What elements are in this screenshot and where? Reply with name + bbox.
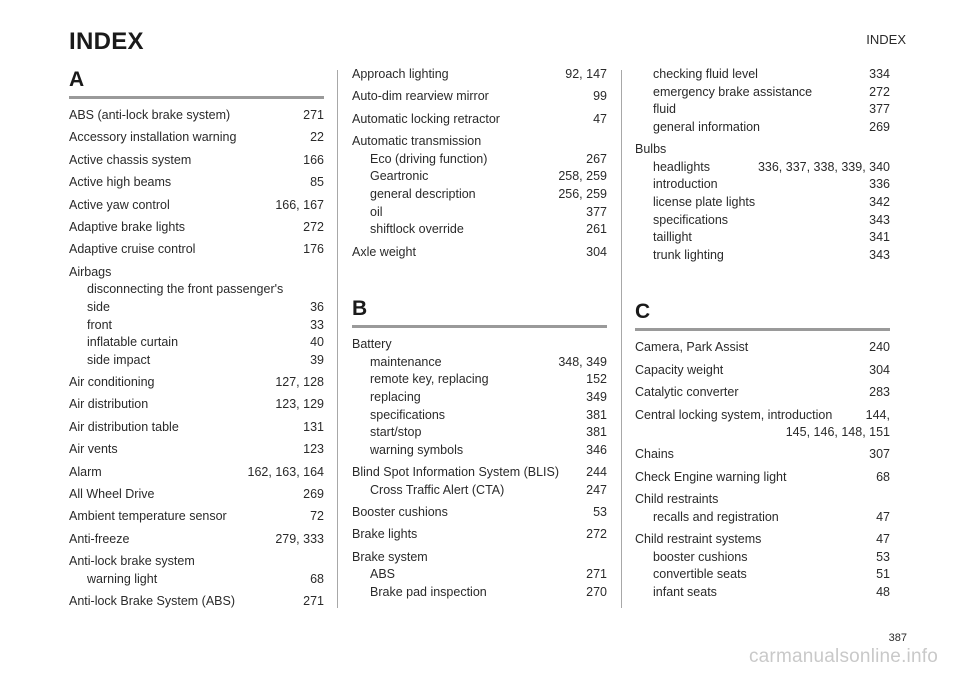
subentry-label: Eco (driving function) xyxy=(370,151,488,166)
entry-label: ABS (anti-lock brake system) xyxy=(69,108,231,122)
index-entry xyxy=(69,107,324,125)
subentry-pages: 343 xyxy=(869,212,890,227)
index-entry xyxy=(352,111,607,129)
index-entry xyxy=(352,549,607,602)
index-subentry xyxy=(635,584,890,602)
subentry-pages: 68 xyxy=(310,571,324,586)
index-entry-row xyxy=(352,133,607,151)
entry-label: All Wheel Drive xyxy=(69,487,155,502)
index-entry-row xyxy=(635,362,890,380)
subentry-label: side impact xyxy=(87,352,151,367)
index-subentry xyxy=(69,571,324,589)
entry-pages: 99 xyxy=(593,89,607,104)
entry-label: Active high beams xyxy=(69,175,172,190)
subentry-pages: 33 xyxy=(310,317,324,332)
subentry-pages: 346 xyxy=(586,442,607,457)
index-entry-row xyxy=(69,553,324,571)
entry-pages: 271 xyxy=(303,594,324,609)
index-entry xyxy=(635,491,890,526)
index-title: INDEX xyxy=(69,28,144,55)
index-entry xyxy=(352,526,607,544)
index-entry-row xyxy=(69,152,324,170)
entry-label: Air vents xyxy=(69,442,118,457)
entry-label: Anti-lock brake system xyxy=(69,554,195,569)
subentry-pages: 381 xyxy=(586,407,607,422)
entry-pages: 123 xyxy=(303,442,324,457)
entry-label: Air distribution table xyxy=(69,419,179,434)
subentry-label: general information xyxy=(653,119,761,134)
subentry-label: headlights xyxy=(653,159,710,174)
index-entry xyxy=(635,531,890,601)
subentry-label: inflatable curtain xyxy=(87,335,179,350)
subentry-pages: 48 xyxy=(876,585,890,600)
subentry-label: taillight xyxy=(653,230,692,245)
entry-label: Blind Spot Information System (BLIS) xyxy=(352,465,560,480)
index-entry-row xyxy=(69,593,324,611)
entry-label: Catalytic converter xyxy=(635,385,739,400)
watermark: carmanualsonline.info xyxy=(748,646,938,667)
index-entry xyxy=(352,133,607,239)
index-entry-row xyxy=(352,504,607,522)
entry-label: Air conditioning xyxy=(69,375,155,390)
subentry-label: disconnecting the front passenger's xyxy=(87,282,284,297)
index-entry-row xyxy=(635,384,890,402)
subentry-pages: 336, 337, 338, 339, 340 xyxy=(757,159,890,174)
index-entry xyxy=(635,141,890,264)
entry-pages: 240 xyxy=(869,340,890,355)
index-subentry xyxy=(352,221,607,239)
index-entry xyxy=(69,152,324,170)
entry-label: Brake lights xyxy=(352,527,418,542)
subentry-label: general description xyxy=(370,186,476,201)
subentry-label: introduction xyxy=(653,177,718,192)
entry-label: Battery xyxy=(352,337,392,352)
entry-label: Check Engine warning light xyxy=(635,469,787,484)
subentry-pages: 342 xyxy=(869,194,890,209)
section-letter: A xyxy=(69,66,324,99)
index-entry xyxy=(69,486,324,504)
section-b-continued xyxy=(635,66,890,264)
entry-label: Anti-freeze xyxy=(69,531,130,546)
index-subentry xyxy=(635,101,890,119)
subentry-label: warning symbols xyxy=(370,442,464,457)
section-c xyxy=(635,298,890,601)
entry-pages: 272 xyxy=(586,527,607,542)
entry-pages: 283 xyxy=(869,385,890,400)
index-entry xyxy=(352,244,607,262)
index-entry xyxy=(69,129,324,147)
index-entry-row xyxy=(352,464,607,482)
entry-pages: 166, 167 xyxy=(275,197,324,212)
index-entry-row xyxy=(69,264,324,282)
index-column-1 xyxy=(69,66,324,616)
subentry-pages: 152 xyxy=(586,372,607,387)
index-subentry xyxy=(635,176,890,194)
index-subentry xyxy=(635,509,890,527)
subentry-label: specifications xyxy=(653,212,729,227)
index-entry xyxy=(635,446,890,464)
entry-label: Adaptive brake lights xyxy=(69,219,186,234)
subentry-label: replacing xyxy=(370,389,421,404)
index-subentry xyxy=(69,281,324,299)
subentry-pages: 336 xyxy=(869,177,890,192)
index-subentry xyxy=(352,151,607,169)
entry-pages: 131 xyxy=(303,419,324,434)
subentry-pages: 334 xyxy=(869,67,890,81)
subentry-pages: 348, 349 xyxy=(558,354,607,369)
subentry-label: front xyxy=(87,317,113,332)
index-entry-row xyxy=(352,66,607,84)
entry-pages: 144, xyxy=(865,407,890,422)
index-entry-row xyxy=(352,526,607,544)
subentry-pages: 271 xyxy=(586,567,607,582)
index-entry xyxy=(69,593,324,611)
index-entry xyxy=(352,464,607,499)
index-entry-row xyxy=(69,197,324,215)
index-subentry xyxy=(352,407,607,425)
entry-pages: 272 xyxy=(303,219,324,234)
entry-label: Bulbs xyxy=(635,142,667,157)
subentry-pages: 381 xyxy=(586,425,607,440)
index-entry-row xyxy=(635,339,890,357)
section-letter: C xyxy=(635,298,890,331)
index-column-3 xyxy=(635,66,890,606)
index-subentry xyxy=(352,566,607,584)
entry-pages: 244 xyxy=(586,465,607,480)
index-subentry xyxy=(69,334,324,352)
entry-pages: 53 xyxy=(593,505,607,520)
index-entry xyxy=(635,407,890,442)
index-entry-row xyxy=(69,219,324,237)
subentry-label: Brake pad inspection xyxy=(370,585,487,600)
entry-label: Child restraint systems xyxy=(635,532,762,547)
entry-label: Accessory installation warning xyxy=(69,130,237,145)
index-subentry xyxy=(352,186,607,204)
index-entry-row xyxy=(69,419,324,437)
index-subentry xyxy=(635,212,890,230)
subentry-pages: 341 xyxy=(869,230,890,245)
entry-pages: 47 xyxy=(593,111,607,126)
subentry-label: emergency brake assistance xyxy=(653,84,813,99)
index-entry-row xyxy=(69,241,324,259)
entry-label: Camera, Park Assist xyxy=(635,340,749,355)
subentry-label: fluid xyxy=(653,102,676,117)
entry-pages: 72 xyxy=(310,509,324,524)
entry-label: Central locking system, introduction xyxy=(635,407,833,422)
index-entry-row xyxy=(635,446,890,464)
page-number: 387 xyxy=(888,632,907,644)
subentry-label: Cross Traffic Alert (CTA) xyxy=(370,482,505,497)
index-entry xyxy=(69,419,324,437)
subentry-label: ABS xyxy=(370,567,396,582)
entry-pages: 304 xyxy=(586,244,607,259)
subentry-label: license plate lights xyxy=(653,194,756,209)
subentry-pages: 267 xyxy=(586,151,607,166)
index-subentry xyxy=(635,247,890,265)
index-entry xyxy=(635,66,890,136)
entry-label: Brake system xyxy=(352,549,428,564)
index-entry xyxy=(69,441,324,459)
index-subentry xyxy=(635,229,890,247)
index-subentry xyxy=(352,389,607,407)
subentry-pages: 377 xyxy=(869,102,890,117)
section-a-continued xyxy=(352,66,607,261)
index-entry-row xyxy=(635,141,890,159)
index-subentry xyxy=(69,299,324,317)
index-subentry xyxy=(635,549,890,567)
subentry-pages: 47 xyxy=(876,509,890,524)
column-divider xyxy=(621,70,622,608)
index-entry xyxy=(352,336,607,459)
index-entry xyxy=(635,362,890,380)
entry-label: Automatic transmission xyxy=(352,134,482,149)
index-entry-row xyxy=(352,111,607,129)
subentry-pages: 258, 259 xyxy=(558,169,607,184)
subentry-pages: 51 xyxy=(876,567,890,582)
entry-label: Adaptive cruise control xyxy=(69,242,196,257)
entry-label: Active chassis system xyxy=(69,152,192,167)
subentry-pages: 53 xyxy=(876,549,890,564)
column-divider xyxy=(337,70,338,608)
entry-pages: 85 xyxy=(310,175,324,190)
index-subentry xyxy=(352,424,607,442)
subentry-label: booster cushions xyxy=(653,549,748,564)
subentry-label: oil xyxy=(370,204,383,219)
entry-label: Automatic locking retractor xyxy=(352,111,500,126)
index-subentry xyxy=(69,352,324,370)
index-entry-row xyxy=(352,336,607,354)
entry-pages: 166 xyxy=(303,152,324,167)
entry-pages: 269 xyxy=(303,487,324,502)
index-subentry xyxy=(635,119,890,137)
index-subentry xyxy=(635,159,890,177)
index-entry xyxy=(69,197,324,215)
index-subentry xyxy=(352,482,607,500)
index-subentry xyxy=(352,204,607,222)
index-entry-row xyxy=(635,469,890,487)
index-entry xyxy=(69,374,324,392)
subentry-label: warning light xyxy=(87,571,158,586)
subentry-label: convertible seats xyxy=(653,567,747,582)
subentry-pages: 36 xyxy=(310,299,324,314)
index-entry-row xyxy=(352,88,607,106)
index-subentry xyxy=(635,566,890,584)
entry-pages: 176 xyxy=(303,242,324,257)
entry-pages: 123, 129 xyxy=(275,397,324,412)
subentry-label: specifications xyxy=(370,407,446,422)
index-entry-row xyxy=(69,441,324,459)
entry-pages: 68 xyxy=(876,469,890,484)
running-head: INDEX xyxy=(866,32,906,47)
entry-label: Airbags xyxy=(69,264,112,279)
index-subentry xyxy=(635,66,890,84)
index-subentry xyxy=(352,354,607,372)
subentry-label: checking fluid level xyxy=(653,67,758,81)
subentry-pages: 269 xyxy=(869,119,890,134)
index-entry-row xyxy=(352,549,607,567)
entry-label: Anti-lock Brake System (ABS) xyxy=(69,594,236,609)
subentry-pages: 349 xyxy=(586,389,607,404)
entry-pages: 92, 147 xyxy=(565,67,607,81)
subentry-label: shiftlock override xyxy=(370,222,464,237)
index-entry-row xyxy=(69,396,324,414)
subentry-pages: 270 xyxy=(586,585,607,600)
index-entry-row xyxy=(69,129,324,147)
index-entry-row xyxy=(69,531,324,549)
index-entry xyxy=(635,339,890,357)
index-subentry xyxy=(352,442,607,460)
index-subentry xyxy=(69,317,324,335)
index-entry xyxy=(69,241,324,259)
entry-pages: 307 xyxy=(869,447,890,462)
entry-label: Child restraints xyxy=(635,492,719,507)
index-entry-row xyxy=(635,531,890,549)
index-entry-row xyxy=(69,174,324,192)
subentry-pages: 256, 259 xyxy=(558,186,607,201)
entry-pages: 279, 333 xyxy=(275,531,324,546)
subentry-label: side xyxy=(87,299,110,314)
entry-pages: 304 xyxy=(869,362,890,377)
entry-label: Active yaw control xyxy=(69,197,170,212)
section-b xyxy=(352,295,607,602)
entry-pages: 47 xyxy=(876,532,890,547)
index-entry xyxy=(69,264,324,370)
subentry-label: remote key, replacing xyxy=(370,372,489,387)
index-entry xyxy=(69,464,324,482)
index-subentry xyxy=(352,168,607,186)
index-entry xyxy=(635,384,890,402)
index-entry-row xyxy=(69,508,324,526)
index-subentry xyxy=(635,194,890,212)
subentry-label: start/stop xyxy=(370,425,422,440)
entry-label: Air distribution xyxy=(69,397,149,412)
index-entry-row xyxy=(69,464,324,482)
entry-pages: 22 xyxy=(310,130,324,145)
index-entry-row xyxy=(69,374,324,392)
index-entry xyxy=(69,553,324,588)
subentry-pages: 343 xyxy=(869,247,890,262)
subentry-label: recalls and registration xyxy=(653,509,779,524)
entry-label: Axle weight xyxy=(352,244,416,259)
index-entry xyxy=(352,88,607,106)
index-entry xyxy=(69,396,324,414)
subentry-pages: 261 xyxy=(586,222,607,237)
index-entry-row xyxy=(635,407,890,425)
index-entry-row xyxy=(69,486,324,504)
entry-label: Booster cushions xyxy=(352,505,448,520)
index-subentry xyxy=(635,84,890,102)
subentry-pages: 247 xyxy=(586,482,607,497)
subentry-pages: 39 xyxy=(310,352,324,367)
entry-label: Capacity weight xyxy=(635,362,724,377)
entry-pages: 162, 163, 164 xyxy=(247,464,324,479)
index-entry xyxy=(352,504,607,522)
entry-label: Chains xyxy=(635,447,674,462)
subentry-pages: 377 xyxy=(586,204,607,219)
subentry-pages: 272 xyxy=(869,84,890,99)
index-entry xyxy=(69,219,324,237)
index-entry-row xyxy=(69,107,324,125)
section-a xyxy=(69,66,324,611)
index-entry xyxy=(635,469,890,487)
subentry-label: maintenance xyxy=(370,354,442,369)
subentry-label: infant seats xyxy=(653,585,717,600)
subentry-pages: 40 xyxy=(310,335,324,350)
entry-pages: 127, 128 xyxy=(275,375,324,390)
index-column-2 xyxy=(352,66,607,606)
entry-pages: 271 xyxy=(303,108,324,122)
index-entry xyxy=(69,508,324,526)
entry-label: Approach lighting xyxy=(352,67,449,81)
index-entry-row xyxy=(352,244,607,262)
index-entry-row xyxy=(635,491,890,509)
entry-label: Ambient temperature sensor xyxy=(69,509,227,524)
subentry-label: trunk lighting xyxy=(653,247,724,262)
subentry-label: Geartronic xyxy=(370,169,429,184)
entry-label: Alarm xyxy=(69,464,102,479)
index-entry xyxy=(69,174,324,192)
index-subentry xyxy=(352,584,607,602)
index-subentry xyxy=(352,371,607,389)
section-letter: B xyxy=(352,295,607,328)
entry-pages-continued: 145, 146, 148, 151 xyxy=(785,425,890,440)
index-entry xyxy=(69,531,324,549)
entry-label: Auto-dim rearview mirror xyxy=(352,89,489,104)
index-entry xyxy=(352,66,607,84)
